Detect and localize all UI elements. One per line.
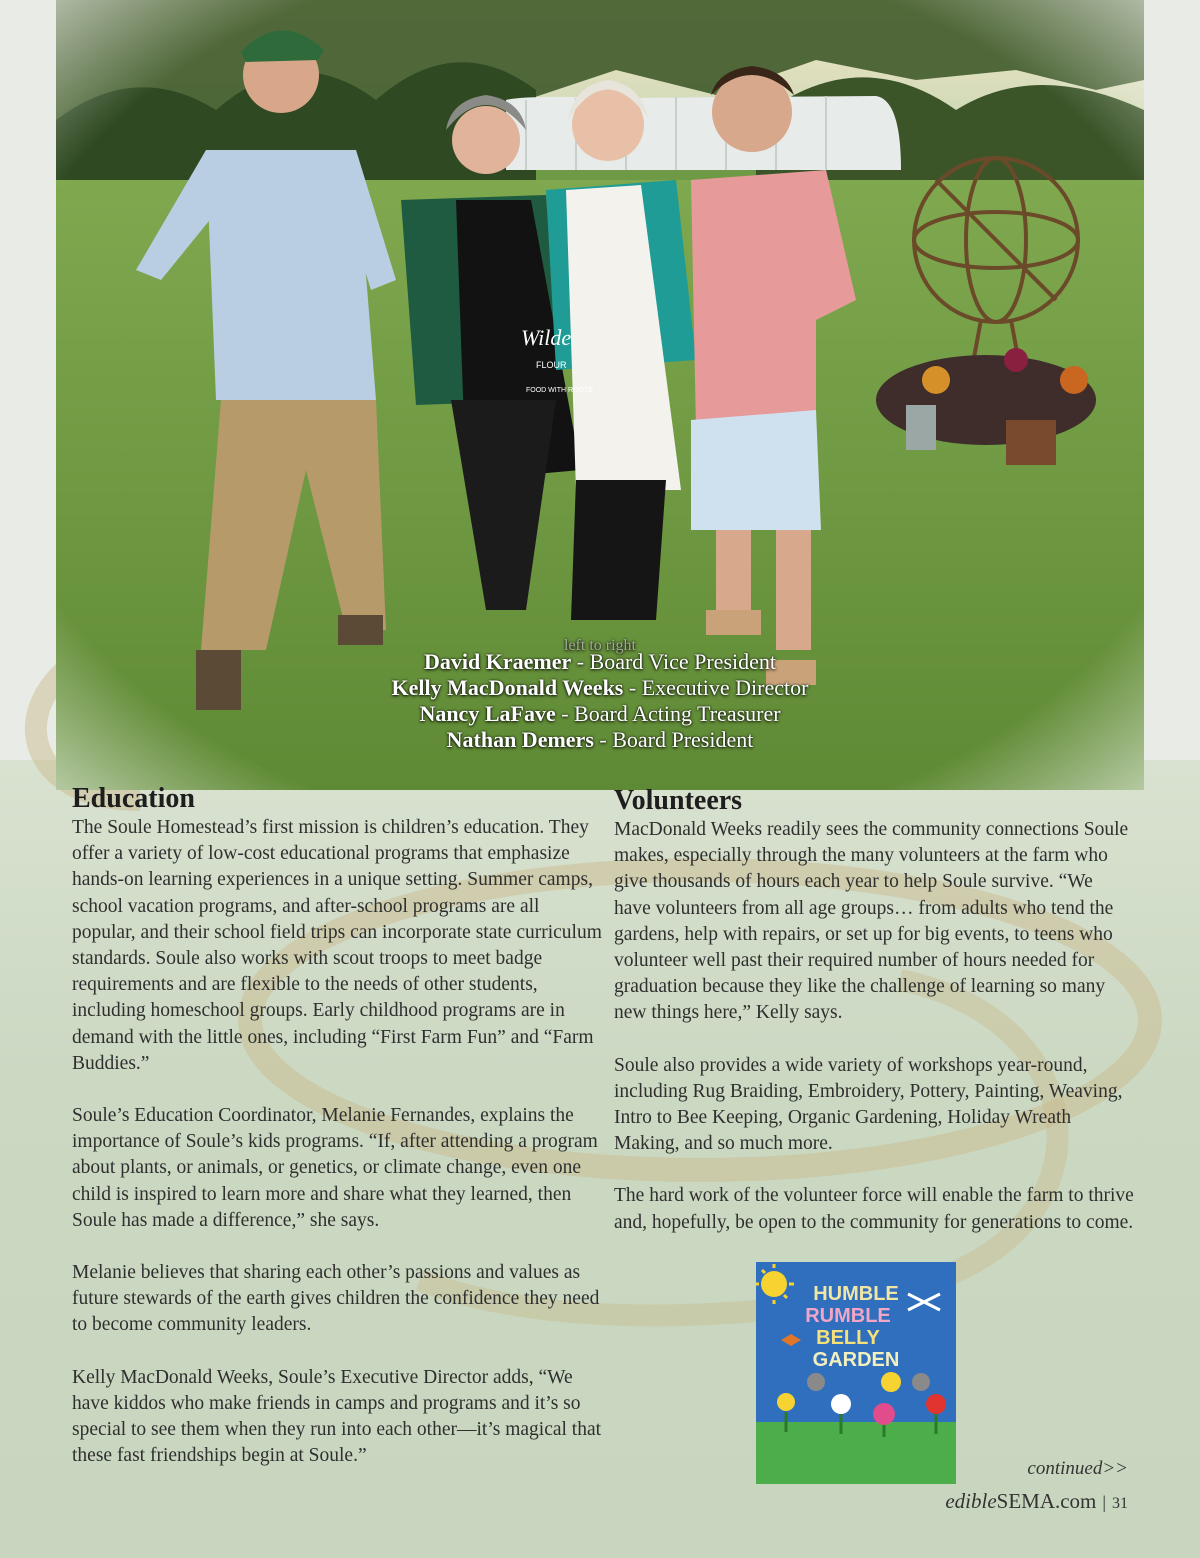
education-heading: Education	[72, 783, 195, 814]
page-number: 31	[1112, 1495, 1128, 1512]
site-name: SEMA.com	[996, 1489, 1097, 1513]
sign-line: RUMBLE	[805, 1305, 891, 1327]
garden-sign-image	[756, 1262, 956, 1484]
caption-line-nathan	[56, 727, 1144, 753]
caption-name: David Kraemer	[423, 649, 572, 674]
caption-line-nancy	[56, 701, 1144, 727]
education-paragraph: Melanie believes that sharing each other’s passions and values as future stewards of the earth gives children the confidence they need to become community leaders.	[72, 1262, 600, 1336]
sign-line: GARDEN	[812, 1349, 900, 1371]
caption-line-kelly	[56, 675, 1144, 701]
caption-role: - Board Acting Treasurer	[555, 701, 781, 726]
caption-name: Nathan Demers	[446, 727, 594, 752]
education-paragraph: Kelly MacDonald Weeks, Soule’s Executive Director adds, “We have kiddos who make friends in camps and programs and it’s so special to see them when they run into each other—it’s magical that these fast friendships begin at Soule.”	[72, 1366, 602, 1467]
education-paragraph: Soule’s Education Coordinator, Melanie Fernandes, explains the importance of Soule’s kids programs. “If, after attending a program about plants, or animals, or genetics, or climate change, even one child is inspired to learn more and share what they learned, then Soule has made a difference,” she says.	[72, 1105, 598, 1231]
education-column	[72, 783, 602, 1495]
caption-role: - Board Vice President	[571, 649, 776, 674]
volunteers-heading: Volunteers	[614, 785, 743, 816]
education-paragraph: The Soule Homestead’s first mission is children’s education. They offer a variety of low-cost educational programs that emphasize hands-on learning experiences in a unique setting. Summer camps, school vacation programs, and after-school programs are all popular, and their school field trips can incorporate state curriculum standards. Soule also works with scout troops to meet badge requirements and are flexible to the needs of other students, including homeschool groups. Early childhood programs are in demand with the little ones, including “First Farm Fun” and “Farm Buddies.”	[72, 817, 602, 1074]
volunteers-paragraph: Soule also provides a wide variety of workshops year-round, including Rug Braiding, Embroidery, Pottery, Painting, Weaving, Intro to Bee Keeping, Organic Gardening, Holiday Wreath Making, and so much more.	[614, 1054, 1123, 1155]
sign-line: BELLY	[816, 1327, 880, 1349]
caption-role: - Executive Director	[623, 675, 809, 700]
footer-separator: |	[1102, 1492, 1106, 1512]
caption-role: - Board President	[593, 727, 754, 752]
group-photo	[56, 0, 1144, 790]
caption-lead: left to right	[564, 637, 636, 654]
photo-caption	[56, 637, 1144, 753]
site-italic: edible	[945, 1489, 997, 1513]
caption-name: Nancy LaFave	[419, 701, 556, 726]
continued-label: continued>>	[1027, 1458, 1128, 1479]
volunteers-paragraph: The hard work of the volunteer force will enable the farm to thrive and, hopefully, be open to the community for generations to come.	[614, 1185, 1134, 1233]
caption-line-david	[56, 649, 1144, 675]
footer-site	[945, 1489, 1128, 1514]
sign-line: HUMBLE	[813, 1283, 899, 1305]
volunteers-paragraph: MacDonald Weeks readily sees the community connections Soule makes, especially through the many volunteers at the farm who give thousands of hours each year to help Soule survive. “We have volunteers from all age groups… from adults who tend the gardens, help with repairs, or set up for big events, to teens who volunteer well past their required number of hours needed for graduation because they like the challenge of learning so many new things here,” Kelly says.	[614, 819, 1129, 1024]
volunteers-column	[614, 785, 1134, 1262]
caption-name: Kelly MacDonald Weeks	[391, 675, 624, 700]
